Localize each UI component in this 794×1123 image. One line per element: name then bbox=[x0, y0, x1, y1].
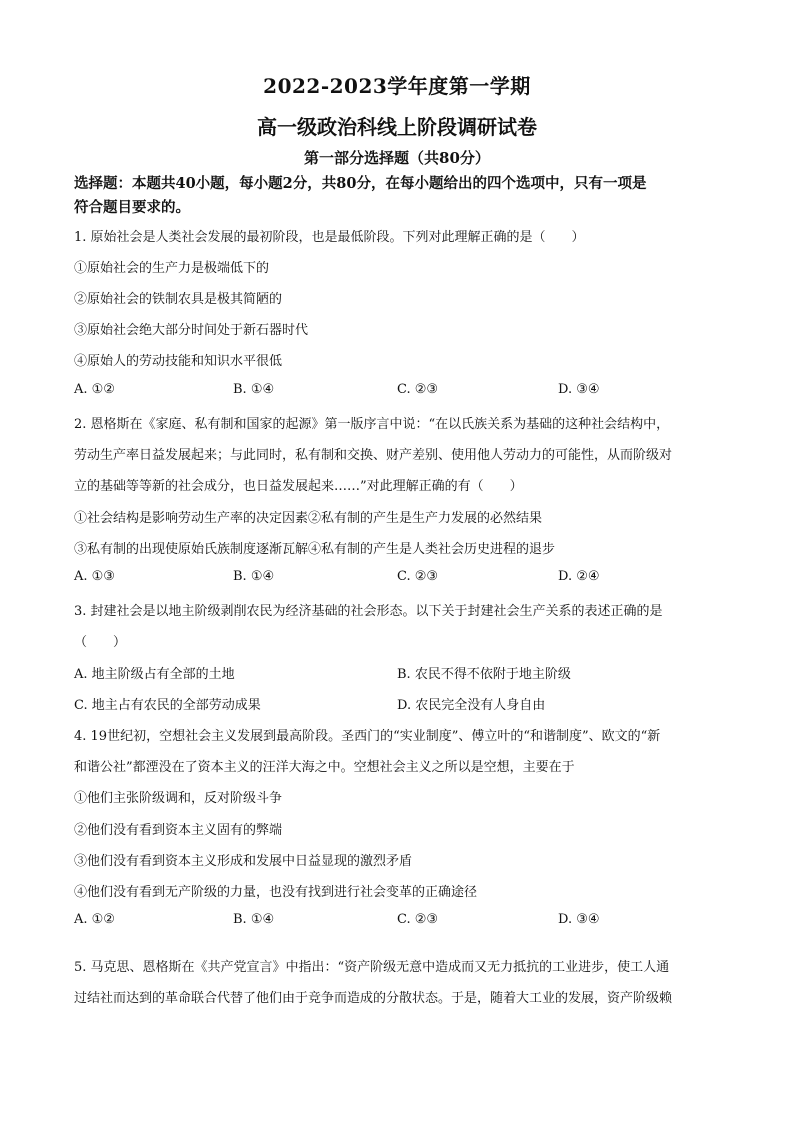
q2-stem-line-1: 2. 恩格斯在《家庭、私有制和国家的起源》第一版序言中说：“在以氏族关系为基础的这种社会结构中， bbox=[74, 417, 670, 432]
q1-option-b: B. ①④ bbox=[233, 382, 275, 397]
part-title: 第一部分选择题（共80分） bbox=[304, 149, 490, 167]
q4-option-d: D. ③④ bbox=[558, 912, 600, 927]
q4-statement-3: ③他们没有看到资本主义形成和发展中日益显现的激烈矛盾 bbox=[74, 854, 413, 869]
q3-option-a: A. 地主阶级占有全部的土地 bbox=[74, 667, 235, 682]
q2-option-a: A. ①③ bbox=[74, 569, 115, 584]
q1-statement-4: ④原始人的劳动技能和知识水平很低 bbox=[74, 354, 283, 369]
q1-stem: 1. 原始社会是人类社会发展的最初阶段，也是最低阶段。下列对此理解正确的是（ ） bbox=[74, 230, 585, 245]
q1-statement-1: ①原始社会的生产力是极端低下的 bbox=[74, 261, 270, 276]
q4-stem-line-1: 4. 19世纪初，空想社会主义发展到最高阶段。圣西门的“实业制度”、傅立叶的“和谐制度”、欧文的“新 bbox=[74, 729, 661, 744]
q3-stem-line-2: （ ） bbox=[74, 635, 127, 650]
q4-option-c: C. ②③ bbox=[397, 912, 439, 927]
q2-stem-line-2: 劳动生产率日益发展起来；与此同时，私有制和交换、财产差别、使用他人劳动力的可能性，从而阶级对 bbox=[74, 448, 673, 463]
q3-option-b: B. 农民不得不依附于地主阶级 bbox=[397, 667, 571, 682]
q1-statement-3: ③原始社会绝大部分时间处于新石器时代 bbox=[74, 323, 309, 338]
q1-option-c: C. ②③ bbox=[397, 382, 439, 397]
q1-option-d: D. ③④ bbox=[558, 382, 600, 397]
q2-stem-line-3: 立的基础等等新的社会成分，也日益发展起来……”对此理解正确的有（ ） bbox=[74, 479, 523, 494]
instructions-line-2: 符合题目要求的。 bbox=[74, 199, 190, 216]
q3-stem-line-1: 3. 封建社会是以地主阶级剥削农民为经济基础的社会形态。以下关于封建社会生产关系的表述正确的是 bbox=[74, 604, 663, 619]
q2-statements-3-4: ③私有制的出现使原始氏族制度逐渐瓦解④私有制的产生是人类社会历史进程的退步 bbox=[74, 542, 556, 557]
school-year-title: 2022-2023学年度第一学期 bbox=[263, 74, 531, 98]
q3-option-d: D. 农民完全没有人身自由 bbox=[397, 698, 546, 713]
q2-statements-1-2: ①社会结构是影响劳动生产率的决定因素②私有制的产生是生产力发展的必然结果 bbox=[74, 511, 543, 526]
q1-statement-2: ②原始社会的铁制农具是极其简陋的 bbox=[74, 292, 283, 307]
q4-option-b: B. ①④ bbox=[233, 912, 275, 927]
q5-stem-line-2: 过结社而达到的革命联合代替了他们由于竞争而造成的分散状态。于是，随着大工业的发展，资产阶级赖 bbox=[74, 991, 673, 1006]
q4-stem-line-2: 和谐公社”都湮没在了资本主义的汪洋大海之中。空想社会主义之所以是空想，主要在于 bbox=[74, 760, 575, 775]
instructions-line-1: 选择题：本题共40小题，每小题2分，共80分，在每小题给出的四个选项中，只有一项是 bbox=[74, 175, 647, 192]
q1-option-a: A. ①② bbox=[74, 382, 115, 397]
q4-statement-2: ②他们没有看到资本主义固有的弊端 bbox=[74, 823, 283, 838]
q4-statement-4: ④他们没有看到无产阶级的力量，也没有找到进行社会变革的正确途径 bbox=[74, 885, 478, 900]
q4-statement-1: ①他们主张阶级调和，反对阶级斗争 bbox=[74, 791, 283, 806]
q2-option-c: C. ②③ bbox=[397, 569, 439, 584]
q2-option-d: D. ②④ bbox=[558, 569, 600, 584]
q3-option-c: C. 地主占有农民的全部劳动成果 bbox=[74, 698, 261, 713]
exam-title: 高一级政治科线上阶段调研试卷 bbox=[257, 115, 537, 139]
q5-stem-line-1: 5. 马克思、恩格斯在《共产党宣言》中指出：“资产阶级无意中造成而又无力抵抗的工业进步，使工人通 bbox=[74, 960, 670, 975]
q2-option-b: B. ①④ bbox=[233, 569, 275, 584]
q4-option-a: A. ①② bbox=[74, 912, 115, 927]
